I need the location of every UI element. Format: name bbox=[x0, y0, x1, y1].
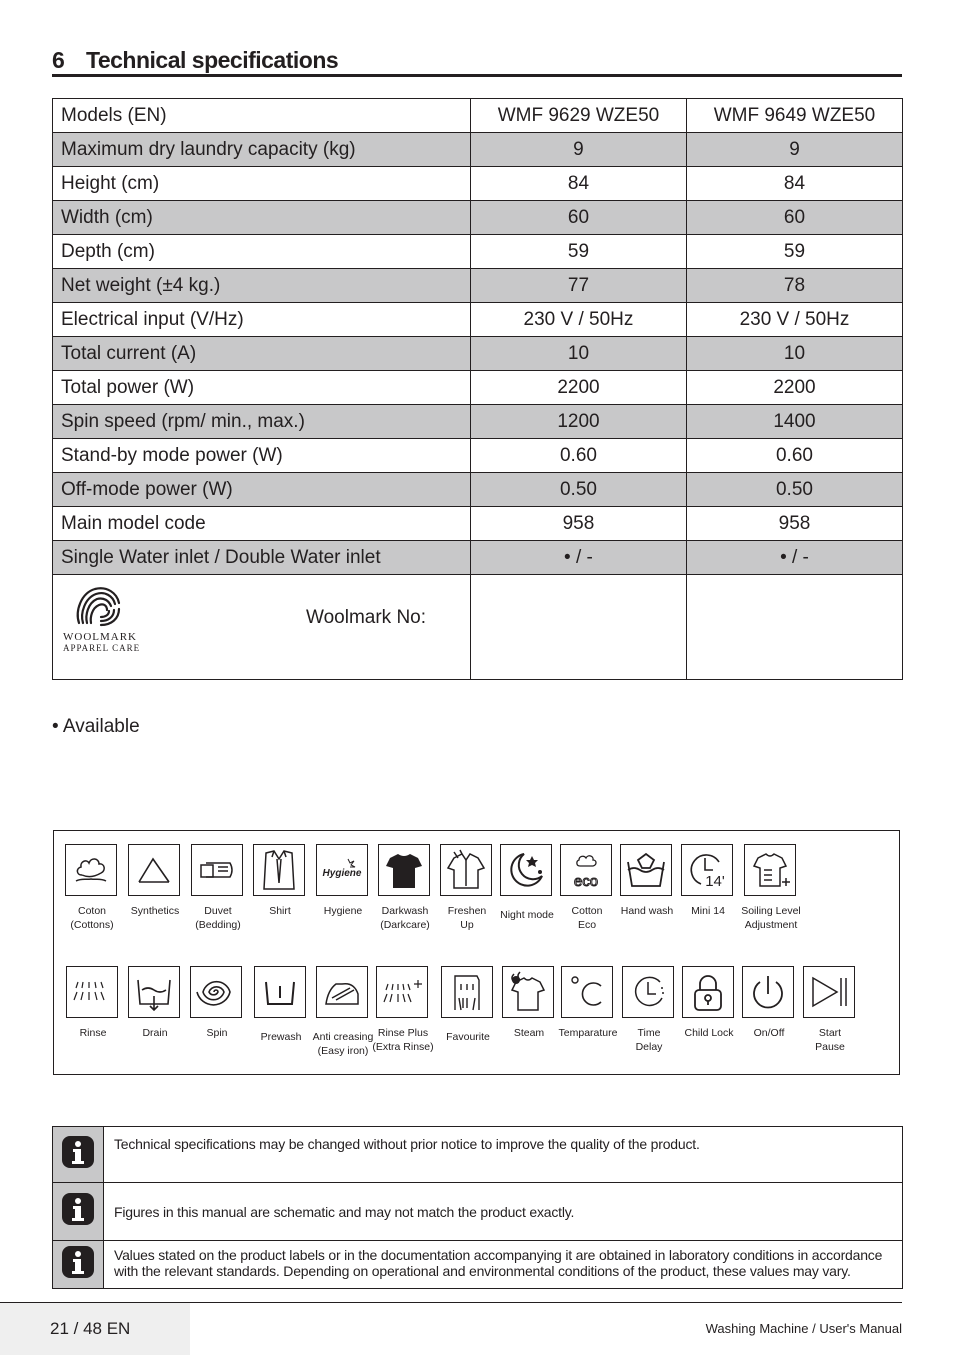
legend-label: Coton bbox=[77, 905, 107, 917]
woolmark-icon bbox=[73, 583, 125, 629]
darkwash-icon bbox=[382, 848, 426, 892]
spec-row bbox=[53, 269, 903, 303]
legend-label: Synthetics bbox=[130, 905, 180, 917]
legend-item-favourite bbox=[441, 966, 497, 1043]
availability-legend: • Available bbox=[52, 716, 140, 737]
woolmark-logo-text: WOOLMARK bbox=[63, 631, 137, 643]
info-notes bbox=[52, 1126, 903, 1289]
info-icon bbox=[61, 1135, 95, 1169]
section-number: 6 bbox=[52, 47, 65, 73]
spec-value-2: 1400 bbox=[686, 405, 902, 439]
spec-row bbox=[53, 541, 903, 575]
legend-item-rinse bbox=[66, 966, 122, 1039]
spec-label: Total power (W) bbox=[53, 371, 471, 405]
legend-label: Anti creasing bbox=[312, 1031, 374, 1043]
legend-item-anti-creasing bbox=[312, 966, 374, 1057]
legend-item-hand-wash bbox=[620, 844, 676, 917]
spec-row bbox=[53, 507, 903, 541]
info-icon bbox=[61, 1245, 95, 1279]
woolmark-row bbox=[53, 575, 903, 680]
legend-item-time-delay bbox=[622, 966, 678, 1053]
legend-item-cotton bbox=[65, 844, 121, 931]
legend-item-shirt bbox=[253, 844, 309, 917]
legend-label: Child Lock bbox=[684, 1027, 734, 1039]
info-note-text: Figures in this manual are schematic and may not match the product exactly. bbox=[104, 1183, 903, 1241]
spec-value-2: 230 V / 50Hz bbox=[686, 303, 902, 337]
spec-row bbox=[53, 337, 903, 371]
cotton-eco-icon bbox=[564, 848, 608, 892]
anti-creasing-icon bbox=[320, 970, 364, 1014]
spec-value-2: • / - bbox=[686, 541, 902, 575]
mini-14-icon bbox=[685, 848, 729, 892]
info-note bbox=[53, 1183, 903, 1241]
spec-value-1: 59 bbox=[470, 235, 686, 269]
spec-value-1: 230 V / 50Hz bbox=[470, 303, 686, 337]
mini-14-icon-text: 14' bbox=[705, 873, 725, 890]
spec-value-1: • / - bbox=[470, 541, 686, 575]
legend-item-start-pause bbox=[803, 966, 859, 1053]
spec-row bbox=[53, 235, 903, 269]
legend-sublabel: (Easy iron) bbox=[317, 1045, 369, 1057]
legend-item-night-mode bbox=[500, 844, 556, 921]
section-heading bbox=[52, 46, 902, 77]
spec-header-label: Models (EN) bbox=[53, 99, 471, 133]
legend-item-synthetics bbox=[128, 844, 184, 917]
legend-item-prewash bbox=[254, 966, 310, 1043]
spec-value-2: 958 bbox=[686, 507, 902, 541]
legend-label: Hygiene bbox=[323, 905, 363, 917]
spec-value-1: 9 bbox=[470, 133, 686, 167]
legend-item-on-off bbox=[742, 966, 798, 1039]
freshen-up-icon bbox=[444, 848, 488, 892]
spec-value-1: 84 bbox=[470, 167, 686, 201]
legend-label: Cotton bbox=[571, 905, 603, 917]
spec-value-2: 10 bbox=[686, 337, 902, 371]
spec-value-1: 0.50 bbox=[470, 473, 686, 507]
spec-value-2: 60 bbox=[686, 201, 902, 235]
spec-header-row bbox=[53, 99, 903, 133]
eco-icon-text: eco bbox=[573, 873, 599, 890]
legend-label: Drain bbox=[142, 1027, 168, 1039]
legend-sublabel: Pause bbox=[815, 1041, 845, 1053]
legend-label: Favourite bbox=[446, 1031, 490, 1043]
legend-sublabel: Delay bbox=[635, 1041, 663, 1053]
spec-header-model-1: WMF 9629 WZE50 bbox=[470, 99, 686, 133]
legend-item-freshen-up bbox=[440, 844, 496, 931]
synthetics-icon bbox=[133, 849, 175, 891]
soiling-level-icon bbox=[748, 848, 792, 892]
spec-value-1: 10 bbox=[470, 337, 686, 371]
spec-value-2: 0.60 bbox=[686, 439, 902, 473]
spec-value-1: 60 bbox=[470, 201, 686, 235]
legend-item-steam bbox=[502, 966, 558, 1039]
legend-sublabel: (Darkcare) bbox=[380, 919, 430, 931]
drain-icon bbox=[132, 970, 176, 1014]
spec-row bbox=[53, 405, 903, 439]
spec-row bbox=[53, 303, 903, 337]
info-icon-cell bbox=[53, 1241, 104, 1289]
woolmark-cell bbox=[53, 575, 471, 680]
duvet-icon bbox=[196, 849, 238, 891]
hygiene-icon-text: Hygiene bbox=[322, 868, 362, 879]
spec-label: Electrical input (V/Hz) bbox=[53, 303, 471, 337]
legend-label: Soiling Level bbox=[741, 905, 801, 917]
spec-value-2: 9 bbox=[686, 133, 902, 167]
rinse-icon bbox=[70, 970, 114, 1014]
time-delay-icon bbox=[626, 970, 670, 1014]
legend-label: Prewash bbox=[260, 1031, 302, 1043]
hygiene-icon bbox=[320, 849, 364, 891]
legend-label: Rinse bbox=[79, 1027, 107, 1039]
legend-item-darkwash bbox=[378, 844, 434, 931]
prewash-icon bbox=[258, 970, 302, 1014]
manual-title: Washing Machine / User's Manual bbox=[705, 1321, 902, 1336]
woolmark-logo bbox=[63, 583, 143, 653]
spec-label: Height (cm) bbox=[53, 167, 471, 201]
spec-label: Total current (A) bbox=[53, 337, 471, 371]
woolmark-value-2 bbox=[686, 575, 902, 680]
legend-item-drain bbox=[128, 966, 184, 1039]
page-number-box bbox=[0, 1303, 190, 1355]
legend-label: Hand wash bbox=[620, 905, 674, 917]
spec-label: Off-mode power (W) bbox=[53, 473, 471, 507]
night-mode-icon bbox=[504, 848, 548, 892]
legend-item-mini-14 bbox=[681, 844, 737, 917]
woolmark-value-1 bbox=[470, 575, 686, 680]
spec-label: Depth (cm) bbox=[53, 235, 471, 269]
legend-item-temperature bbox=[558, 966, 618, 1039]
spec-header-model-2: WMF 9649 WZE50 bbox=[686, 99, 902, 133]
legend-label: Temparature bbox=[558, 1027, 618, 1039]
info-note bbox=[53, 1241, 903, 1289]
legend-sublabel: Adjustment bbox=[744, 919, 798, 931]
legend-label: Shirt bbox=[269, 905, 291, 917]
info-note-text: Technical specifications may be changed without prior notice to improve the quality of the product. bbox=[104, 1127, 903, 1183]
legend-sublabel: (Extra Rinse) bbox=[372, 1041, 434, 1053]
info-note-text: Values stated on the product labels or in the documentation accompanying it are obtained in laboratory conditions in accordance with the relevant standards. Depending on operational and environmental conditions of the product, these values may vary. bbox=[104, 1241, 903, 1289]
spin-icon bbox=[194, 970, 238, 1014]
spec-label: Spin speed (rpm/ min., max.) bbox=[53, 405, 471, 439]
spec-row bbox=[53, 473, 903, 507]
spec-table bbox=[52, 98, 903, 680]
spec-value-1: 0.60 bbox=[470, 439, 686, 473]
legend-sublabel: Eco bbox=[577, 919, 597, 931]
spec-value-2: 59 bbox=[686, 235, 902, 269]
legend-sublabel: (Cottons) bbox=[70, 919, 114, 931]
legend-label: Spin bbox=[206, 1027, 228, 1039]
power-icon bbox=[746, 970, 790, 1014]
cotton-icon bbox=[70, 849, 112, 891]
legend-item-soiling-level bbox=[741, 844, 801, 931]
spec-label: Main model code bbox=[53, 507, 471, 541]
legend-label: On/Off bbox=[753, 1027, 785, 1039]
child-lock-icon bbox=[686, 970, 730, 1014]
woolmark-label: Woolmark No: bbox=[306, 607, 427, 628]
legend-label: Time bbox=[637, 1027, 661, 1039]
spec-value-1: 958 bbox=[470, 507, 686, 541]
legend-label: Start bbox=[818, 1027, 842, 1039]
legend-item-spin bbox=[190, 966, 246, 1039]
legend-item-hygiene bbox=[316, 844, 372, 917]
woolmark-logo-subtext: APPAREL CARE bbox=[63, 643, 141, 653]
legend-label: Mini 14 bbox=[691, 905, 725, 917]
spec-value-2: 78 bbox=[686, 269, 902, 303]
info-icon-cell bbox=[53, 1183, 104, 1241]
spec-value-2: 0.50 bbox=[686, 473, 902, 507]
spec-value-2: 2200 bbox=[686, 371, 902, 405]
spec-row bbox=[53, 167, 903, 201]
spec-label: Single Water inlet / Double Water inlet bbox=[53, 541, 471, 575]
spec-value-1: 1200 bbox=[470, 405, 686, 439]
info-note bbox=[53, 1127, 903, 1183]
legend-item-rinse-plus bbox=[372, 966, 434, 1053]
spec-value-2: 84 bbox=[686, 167, 902, 201]
spec-label: Maximum dry laundry capacity (kg) bbox=[53, 133, 471, 167]
rinse-plus-icon bbox=[380, 970, 424, 1014]
spec-row bbox=[53, 371, 903, 405]
spec-label: Width (cm) bbox=[53, 201, 471, 235]
legend-label: Steam bbox=[513, 1027, 545, 1039]
temperature-icon bbox=[565, 970, 609, 1014]
start-pause-icon bbox=[807, 970, 851, 1014]
legend-sublabel: Up bbox=[460, 919, 474, 931]
legend-label: Night mode bbox=[500, 909, 554, 921]
info-icon bbox=[61, 1192, 95, 1226]
spec-value-1: 77 bbox=[470, 269, 686, 303]
legend-label: Freshen bbox=[447, 905, 487, 917]
spec-row bbox=[53, 201, 903, 235]
spec-row bbox=[53, 133, 903, 167]
shirt-icon bbox=[258, 847, 300, 893]
legend-label: Rinse Plus bbox=[377, 1027, 429, 1039]
hand-wash-icon bbox=[624, 848, 668, 892]
legend-item-cotton-eco bbox=[560, 844, 616, 931]
spec-value-1: 2200 bbox=[470, 371, 686, 405]
legend-item-child-lock bbox=[682, 966, 738, 1039]
legend-sublabel: (Bedding) bbox=[195, 919, 241, 931]
legend-label: Darkwash bbox=[381, 905, 429, 917]
legend-item-duvet bbox=[191, 844, 247, 931]
info-icon-cell bbox=[53, 1127, 104, 1183]
favourite-icon bbox=[445, 970, 489, 1014]
page-number: 21 / 48 EN bbox=[50, 1319, 131, 1338]
spec-row bbox=[53, 439, 903, 473]
section-title: Technical specifications bbox=[86, 47, 339, 73]
steam-icon bbox=[506, 970, 550, 1014]
spec-label: Net weight (±4 kg.) bbox=[53, 269, 471, 303]
spec-label: Stand-by mode power (W) bbox=[53, 439, 471, 473]
page-footer bbox=[0, 1302, 902, 1355]
program-icon-legend bbox=[53, 830, 900, 1075]
legend-label: Duvet bbox=[204, 905, 232, 917]
